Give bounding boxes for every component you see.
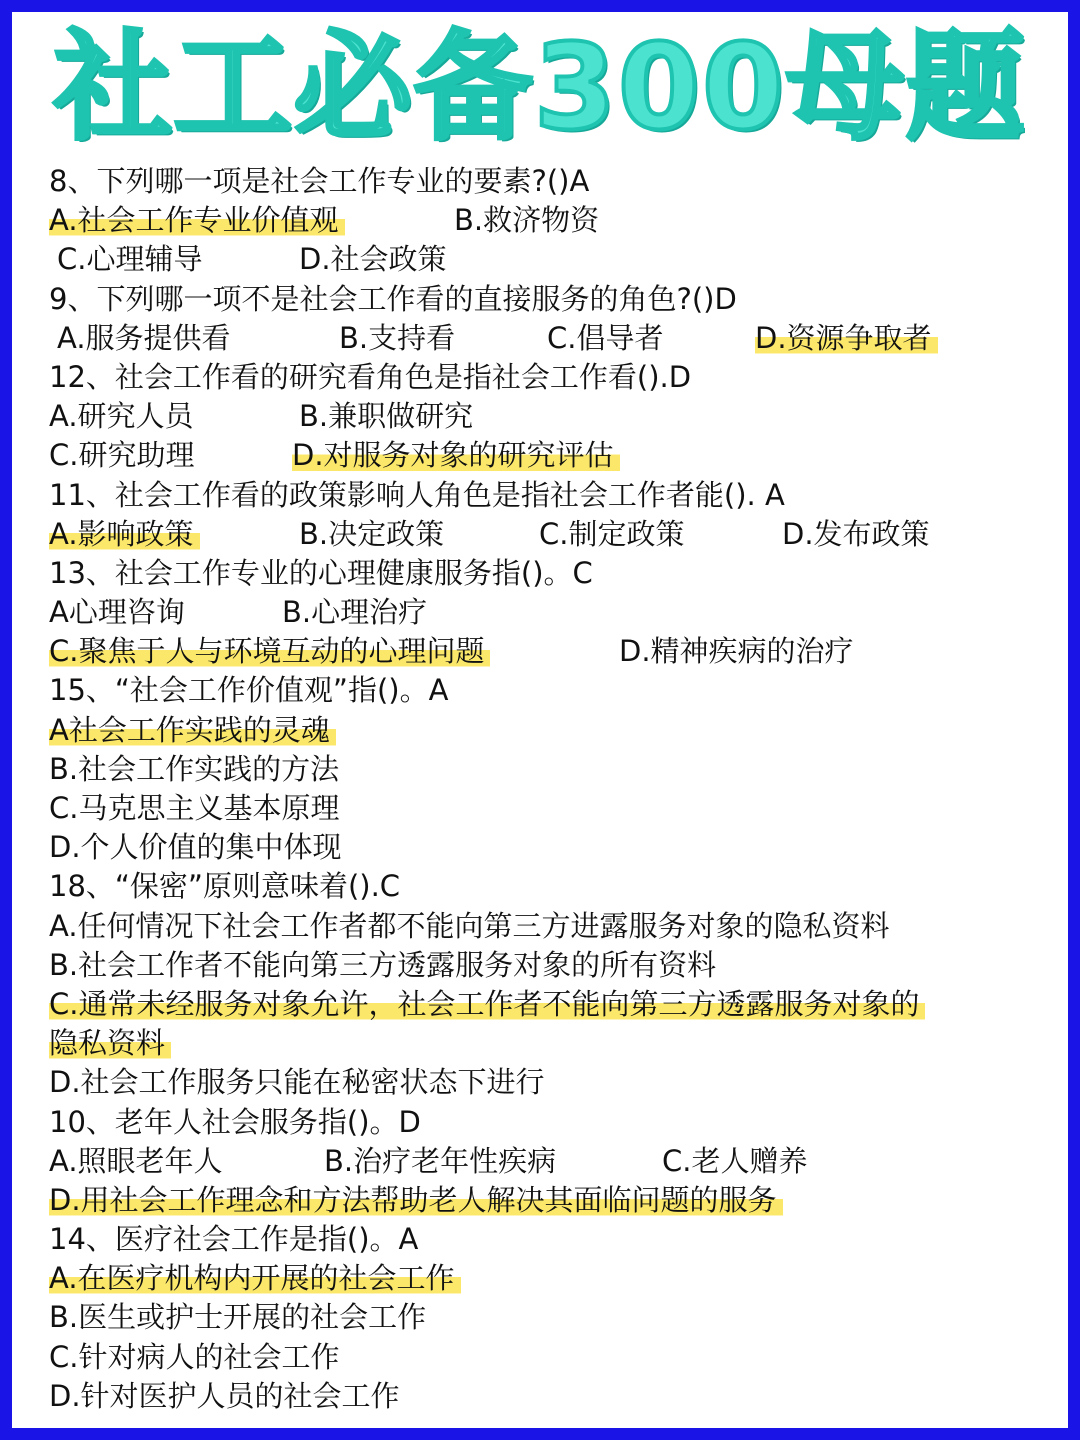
option-a-answer: A社会工作实践的灵魂 xyxy=(49,711,336,750)
option-c: C.心理辅导 xyxy=(57,242,203,277)
option-c-answer: C.聚焦于人与环境互动的心理问题 xyxy=(49,632,490,671)
option-row xyxy=(49,1142,1059,1181)
option-d: D.社会工作服务只能在秘密状态下进行 xyxy=(49,1065,545,1100)
question-text: 8、下列哪一项是社会工作专业的要素?()A xyxy=(49,164,590,198)
option-row xyxy=(49,711,1059,750)
option-row xyxy=(49,201,1059,240)
option-row xyxy=(49,593,1059,632)
option-row xyxy=(49,632,1059,671)
question-list xyxy=(49,162,1059,1416)
option-a-answer: A.社会工作专业价值观 xyxy=(49,201,345,240)
option-a: A.照眼老年人 xyxy=(49,1143,223,1178)
option-d: D.个人价值的集中体现 xyxy=(49,830,342,865)
option-b: B.治疗老年性疾病 xyxy=(324,1143,557,1178)
option-row xyxy=(49,985,1059,1024)
option-c-answer-continued: 隐私资料 xyxy=(49,1024,171,1063)
option-a: A.任何情况下社会工作者都不能向第三方进露服务对象的隐私资料 xyxy=(49,908,890,943)
option-b: B.支持看 xyxy=(339,320,456,355)
option-b: B.兼职做研究 xyxy=(299,399,474,434)
option-a: A.服务提供看 xyxy=(57,320,231,355)
question-text: 14、医疗社会工作是指()。A xyxy=(49,1222,419,1257)
question-text: 13、社会工作专业的心理健康服务指()。C xyxy=(49,555,593,590)
option-c: C.老人赠养 xyxy=(662,1143,808,1178)
option-a: A心理咨询 xyxy=(49,595,185,630)
option-c: C.针对病人的社会工作 xyxy=(49,1339,340,1374)
page-title: 社工必备300母题 xyxy=(53,18,1027,156)
option-d: D.精神疾病的治疗 xyxy=(619,634,854,669)
option-b: B.社会工作者不能向第三方透露服务对象的所有资料 xyxy=(49,947,717,982)
option-row xyxy=(49,1024,1059,1063)
option-d: D.社会政策 xyxy=(299,242,447,277)
option-d: D.发布政策 xyxy=(782,516,930,551)
option-c-answer: C.通常未经服务对象允许，社会工作者不能向第三方透露服务对象的 xyxy=(49,985,925,1024)
option-row xyxy=(49,1259,1059,1298)
question-text: 11、社会工作看的政策影响人角色是指社会工作者能(). A xyxy=(49,477,785,512)
option-a-answer: A.在医疗机构内开展的社会工作 xyxy=(49,1259,461,1298)
option-c: C.制定政策 xyxy=(539,516,685,551)
option-b: B.决定政策 xyxy=(299,516,445,551)
option-d-answer: D.对服务对象的研究评估 xyxy=(292,436,620,475)
question-text: 12、社会工作看的研究看角色是指社会工作看().D xyxy=(49,359,692,394)
option-a: A.研究人员 xyxy=(49,399,194,434)
question-text: 9、下列哪一项不是社会工作看的直接服务的角色?()D xyxy=(49,281,737,316)
question-text: 10、老年人社会服务指()。D xyxy=(49,1104,421,1139)
option-c: C.研究助理 xyxy=(49,438,195,473)
option-b: B.社会工作实践的方法 xyxy=(49,751,340,786)
option-d-answer: D.用社会工作理念和方法帮助老人解决其面临问题的服务 xyxy=(49,1181,783,1220)
option-c: C.倡导者 xyxy=(547,320,664,355)
option-d-answer: D.资源争取者 xyxy=(755,319,938,358)
question-text: 18、“保密”原则意味着().C xyxy=(49,869,401,904)
option-row xyxy=(49,1181,1059,1220)
question-text: 15、“社会工作价值观”指()。A xyxy=(49,673,449,708)
page-frame xyxy=(12,12,1068,1428)
option-row xyxy=(49,436,1059,475)
option-b: B.救济物资 xyxy=(454,203,600,238)
option-b: B.医生或护士开展的社会工作 xyxy=(49,1300,427,1335)
option-row xyxy=(49,397,1059,436)
option-row xyxy=(49,240,1059,279)
option-row xyxy=(49,515,1059,554)
option-row xyxy=(49,319,1059,358)
option-d: D.针对医护人员的社会工作 xyxy=(49,1378,400,1413)
option-a-answer: A.影响政策 xyxy=(49,515,200,554)
option-c: C.马克思主义基本原理 xyxy=(49,791,340,825)
option-b: B.心理治疗 xyxy=(282,595,428,630)
